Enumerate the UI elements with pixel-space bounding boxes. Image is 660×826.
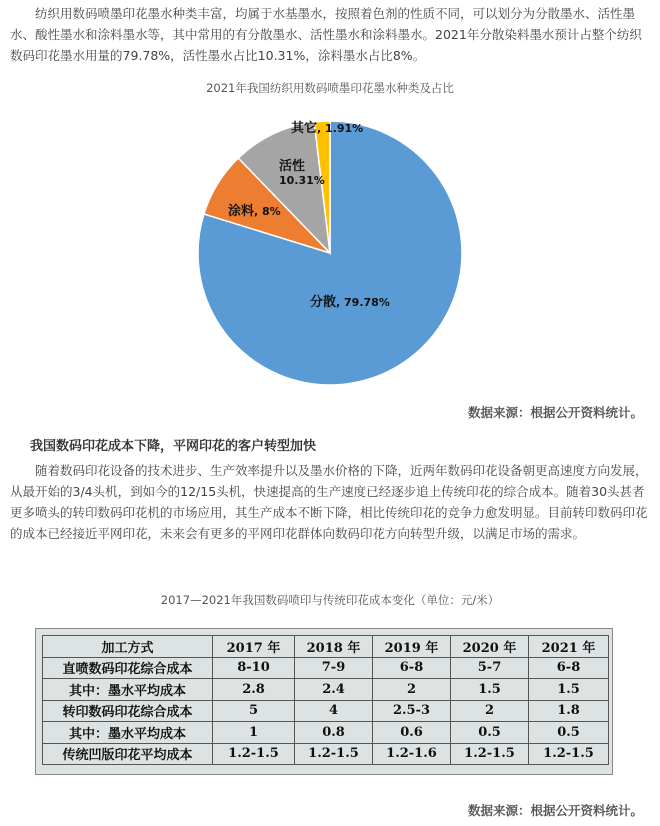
table-header-cell: 加工方式 xyxy=(43,636,213,658)
table-row xyxy=(43,700,609,722)
chart-title: 2021年我国纺织用数码喷墨印花墨水种类及占比 xyxy=(206,81,454,95)
pie-label: 涂料, 8% xyxy=(228,204,281,219)
table-cell: 4 xyxy=(295,700,373,722)
table-cell: 7-9 xyxy=(295,657,373,679)
pie-chart xyxy=(195,118,465,388)
data-source-note-2: 数据来源：根据公开资料统计。 xyxy=(467,803,643,818)
section-heading: 我国数码印花成本下降，平网印花的客户转型加快 xyxy=(30,439,317,454)
body-paragraph: 随着数码印花设备的技术进步、生产效率提升以及墨水价格的下降，近两年数码印花设备朝更高速度方向发展，从最开始的3/4头机，到如今的12/15头机，快速提高的生产速度已经逐步追上传统印花的综合成本。随着30头甚者更多喷头的转印数码印花机的市场应用，其生产成本不断下降，相比传统印花的竞争力愈发明显。目前转印数码印花的成本已经接近平网印花，未来会有更多的平网印花群体向数码印花方向转型升级，以满足市场的需求。 xyxy=(10,463,648,541)
table-cell: 0.5 xyxy=(529,722,609,744)
table-row-label: 传统凹版印花平均成本 xyxy=(43,743,213,765)
table-cell: 8-10 xyxy=(213,657,295,679)
table-cell: 6-8 xyxy=(529,657,609,679)
table-header-row xyxy=(43,636,609,658)
table-cell: 1.2-1.6 xyxy=(373,743,451,765)
pie-label: 其它, 1.91% xyxy=(291,121,364,136)
table-cell: 1.2-1.5 xyxy=(295,743,373,765)
table-row-label: 其中：墨水平均成本 xyxy=(43,679,213,701)
pie-label: 分散, 79.78% xyxy=(310,295,390,310)
table-header-cell: 2021 年 xyxy=(529,636,609,658)
cost-table-frame xyxy=(35,628,613,775)
intro-paragraph: 纺织用数码喷墨印花墨水种类丰富，均属于水基墨水，按照着色剂的性质不同，可以划分为分散墨水、活性墨水、酸性墨水和涂料墨水等，其中常用的有分散墨水、活性墨水和涂料墨水。2021年分散染料墨水预计占整个纺织数码印花墨水用量的79.78%，活性墨水占比10.31%，涂料墨水占比8%。 xyxy=(10,6,642,63)
table-cell: 5-7 xyxy=(451,657,529,679)
table-header-cell: 2019 年 xyxy=(373,636,451,658)
table-cell: 2 xyxy=(373,679,451,701)
table-cell: 0.8 xyxy=(295,722,373,744)
table-cell: 1.8 xyxy=(529,700,609,722)
table-cell: 0.5 xyxy=(451,722,529,744)
table-row xyxy=(43,722,609,744)
table-cell: 1 xyxy=(213,722,295,744)
table-row-label: 直喷数码印花综合成本 xyxy=(43,657,213,679)
table-row xyxy=(43,679,609,701)
table-row-label: 其中：墨水平均成本 xyxy=(43,722,213,744)
table-cell: 0.6 xyxy=(373,722,451,744)
cost-table xyxy=(42,635,609,765)
table-row-label: 转印数码印花综合成本 xyxy=(43,700,213,722)
table-title: 2017—2021年我国数码喷印与传统印花成本变化（单位：元/米） xyxy=(160,593,500,607)
table-cell: 5 xyxy=(213,700,295,722)
table-cell: 1.5 xyxy=(451,679,529,701)
table-header-cell: 2018 年 xyxy=(295,636,373,658)
table-cell: 2 xyxy=(451,700,529,722)
table-cell: 1.2-1.5 xyxy=(451,743,529,765)
table-cell: 1.2-1.5 xyxy=(529,743,609,765)
table-cell: 6-8 xyxy=(373,657,451,679)
pie-label: 活性 10.31% xyxy=(279,159,325,187)
table-cell: 1.5 xyxy=(529,679,609,701)
table-cell: 2.8 xyxy=(213,679,295,701)
table-header-cell: 2020 年 xyxy=(451,636,529,658)
data-source-note: 数据来源：根据公开资料统计。 xyxy=(467,405,643,420)
table-cell: 2.4 xyxy=(295,679,373,701)
table-cell: 2.5-3 xyxy=(373,700,451,722)
table-header-cell: 2017 年 xyxy=(213,636,295,658)
table-cell: 1.2-1.5 xyxy=(213,743,295,765)
table-row xyxy=(43,657,609,679)
table-row xyxy=(43,743,609,765)
